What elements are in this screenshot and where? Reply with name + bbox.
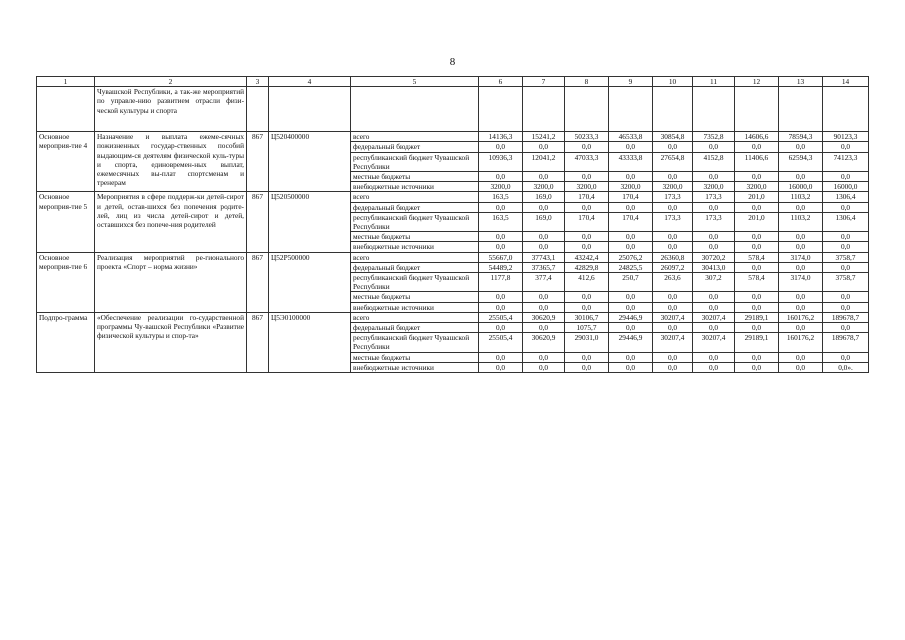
value-cell: 0,0 <box>823 323 869 333</box>
value-cell: 3200,0 <box>735 182 779 192</box>
header-cell: 9 <box>609 77 653 87</box>
value-cell: 0,0 <box>823 202 869 212</box>
value-cell: 0,0 <box>779 362 823 372</box>
value-cell: 0,0 <box>693 172 735 182</box>
value-cell: 0,0 <box>479 362 523 372</box>
value-cell: 0,0 <box>735 323 779 333</box>
cell-empty <box>735 87 779 132</box>
funding-source: федеральный бюджет <box>351 142 479 152</box>
kbk-cell: 867 <box>247 192 269 252</box>
cell-empty <box>269 87 351 132</box>
value-cell: 54489,2 <box>479 262 523 272</box>
value-cell: 0,0 <box>609 172 653 182</box>
value-cell: 0,0 <box>823 302 869 312</box>
value-cell: 0,0 <box>735 262 779 272</box>
value-cell: 0,0 <box>735 202 779 212</box>
value-cell: 0,0 <box>523 302 565 312</box>
continuation-name: Чувашской Республики, а так-же мероприятий по управле-нию развитием отрасли физи-ческой культуры и спорта <box>95 87 247 132</box>
value-cell: 14136,3 <box>479 132 523 142</box>
table-body <box>37 77 869 373</box>
value-cell: 0,0 <box>523 292 565 302</box>
value-cell: 0,0 <box>479 242 523 252</box>
value-cell: 30207,4 <box>693 312 735 322</box>
kind-cell: Основное мероприя-тие 6 <box>37 252 95 312</box>
value-cell: 0,0 <box>735 292 779 302</box>
value-cell: 0,0 <box>779 302 823 312</box>
value-cell: 263,6 <box>653 273 693 292</box>
funding-source: федеральный бюджет <box>351 202 479 212</box>
value-cell: 0,0 <box>523 352 565 362</box>
value-cell: 24825,5 <box>609 262 653 272</box>
value-cell: 0,0 <box>693 242 735 252</box>
value-cell: 0,0». <box>823 362 869 372</box>
table-row <box>37 252 869 262</box>
value-cell: 0,0 <box>609 362 653 372</box>
value-cell: 30620,9 <box>523 333 565 352</box>
value-cell: 0,0 <box>693 302 735 312</box>
kbk-cell: 867 <box>247 312 269 372</box>
header-cell: 5 <box>351 77 479 87</box>
value-cell: 170,4 <box>609 212 653 231</box>
value-cell: 7352,8 <box>693 132 735 142</box>
funding-source: местные бюджеты <box>351 172 479 182</box>
value-cell: 0,0 <box>565 232 609 242</box>
value-cell: 30413,0 <box>693 262 735 272</box>
value-cell: 0,0 <box>735 242 779 252</box>
continuation-row <box>37 87 869 132</box>
funding-source: всего <box>351 132 479 142</box>
table-row <box>37 192 869 202</box>
value-cell: 26097,2 <box>653 262 693 272</box>
value-cell: 0,0 <box>693 202 735 212</box>
cell-empty <box>523 87 565 132</box>
value-cell: 0,0 <box>693 292 735 302</box>
cell-empty <box>779 87 823 132</box>
value-cell: 0,0 <box>479 232 523 242</box>
value-cell: 0,0 <box>609 302 653 312</box>
value-cell: 0,0 <box>693 323 735 333</box>
value-cell: 3200,0 <box>565 182 609 192</box>
value-cell: 74123,3 <box>823 152 869 171</box>
value-cell: 1177,8 <box>479 273 523 292</box>
value-cell: 0,0 <box>653 142 693 152</box>
value-cell: 30207,4 <box>653 312 693 322</box>
funding-source: всего <box>351 192 479 202</box>
value-cell: 16000,0 <box>779 182 823 192</box>
column-number-row <box>37 77 869 87</box>
value-cell: 30620,9 <box>523 312 565 322</box>
value-cell: 0,0 <box>523 362 565 372</box>
value-cell: 0,0 <box>479 323 523 333</box>
funding-source: местные бюджеты <box>351 232 479 242</box>
value-cell: 29031,0 <box>565 333 609 352</box>
funding-source: местные бюджеты <box>351 292 479 302</box>
value-cell: 3200,0 <box>653 182 693 192</box>
value-cell: 0,0 <box>609 242 653 252</box>
value-cell: 0,0 <box>565 142 609 152</box>
value-cell: 0,0 <box>565 292 609 302</box>
value-cell: 0,0 <box>523 242 565 252</box>
value-cell: 0,0 <box>779 172 823 182</box>
value-cell: 30207,4 <box>693 333 735 352</box>
value-cell: 0,0 <box>609 292 653 302</box>
value-cell: 0,0 <box>523 172 565 182</box>
value-cell: 0,0 <box>823 142 869 152</box>
kind-cell: Подпро-грамма <box>37 312 95 372</box>
table-row <box>37 312 869 322</box>
value-cell: 1075,7 <box>565 323 609 333</box>
value-cell: 42829,8 <box>565 262 609 272</box>
cell-empty <box>37 87 95 132</box>
value-cell: 0,0 <box>653 292 693 302</box>
cell-empty <box>693 87 735 132</box>
funding-source: федеральный бюджет <box>351 262 479 272</box>
value-cell: 3200,0 <box>609 182 653 192</box>
value-cell: 0,0 <box>653 232 693 242</box>
value-cell: 0,0 <box>823 292 869 302</box>
kbk-cell: 867 <box>247 252 269 312</box>
value-cell: 0,0 <box>609 323 653 333</box>
value-cell: 30207,4 <box>653 333 693 352</box>
code-cell: Ц52Р500000 <box>269 252 351 312</box>
kind-cell: Основное мероприя-тие 4 <box>37 132 95 192</box>
cell-empty <box>351 87 479 132</box>
value-cell: 0,0 <box>609 232 653 242</box>
value-cell: 189678,7 <box>823 333 869 352</box>
header-cell: 7 <box>523 77 565 87</box>
value-cell: 0,0 <box>479 202 523 212</box>
cell-empty <box>479 87 523 132</box>
value-cell: 29189,1 <box>735 312 779 322</box>
value-cell: 163,5 <box>479 192 523 202</box>
value-cell: 0,0 <box>779 202 823 212</box>
funding-source: федеральный бюджет <box>351 323 479 333</box>
kind-cell: Основное мероприя-тие 5 <box>37 192 95 252</box>
value-cell: 169,0 <box>523 212 565 231</box>
value-cell: 0,0 <box>565 202 609 212</box>
value-cell: 201,0 <box>735 212 779 231</box>
value-cell: 0,0 <box>823 232 869 242</box>
value-cell: 0,0 <box>735 232 779 242</box>
value-cell: 170,4 <box>565 212 609 231</box>
value-cell: 25505,4 <box>479 312 523 322</box>
page-number: 8 <box>449 56 456 68</box>
value-cell: 0,0 <box>779 352 823 362</box>
value-cell: 0,0 <box>779 262 823 272</box>
value-cell: 11406,6 <box>735 152 779 171</box>
value-cell: 3174,0 <box>779 252 823 262</box>
funding-source: всего <box>351 252 479 262</box>
value-cell: 0,0 <box>779 292 823 302</box>
value-cell: 3174,0 <box>779 273 823 292</box>
value-cell: 0,0 <box>565 352 609 362</box>
value-cell: 78594,3 <box>779 132 823 142</box>
value-cell: 16000,0 <box>823 182 869 192</box>
value-cell: 1103,2 <box>779 212 823 231</box>
value-cell: 0,0 <box>609 352 653 362</box>
funding-source: внебюджетные источники <box>351 302 479 312</box>
value-cell: 26360,8 <box>653 252 693 262</box>
header-cell: 4 <box>269 77 351 87</box>
value-cell: 43333,8 <box>609 152 653 171</box>
value-cell: 29446,9 <box>609 312 653 322</box>
value-cell: 1103,2 <box>779 192 823 202</box>
value-cell: 90123,3 <box>823 132 869 142</box>
value-cell: 10936,3 <box>479 152 523 171</box>
value-cell: 37743,1 <box>523 252 565 262</box>
value-cell: 0,0 <box>565 362 609 372</box>
value-cell: 3200,0 <box>693 182 735 192</box>
value-cell: 0,0 <box>779 323 823 333</box>
value-cell: 0,0 <box>653 242 693 252</box>
cell-empty <box>609 87 653 132</box>
value-cell: 12041,2 <box>523 152 565 171</box>
header-cell: 10 <box>653 77 693 87</box>
value-cell: 0,0 <box>693 142 735 152</box>
value-cell: 0,0 <box>735 302 779 312</box>
value-cell: 50233,3 <box>565 132 609 142</box>
funding-source: республиканский бюджет Чувашской Республики <box>351 152 479 171</box>
funding-source: республиканский бюджет Чувашской Республики <box>351 212 479 231</box>
value-cell: 30106,7 <box>565 312 609 322</box>
value-cell: 250,7 <box>609 273 653 292</box>
value-cell: 578,4 <box>735 273 779 292</box>
value-cell: 189678,7 <box>823 312 869 322</box>
value-cell: 30720,2 <box>693 252 735 262</box>
value-cell: 173,3 <box>693 192 735 202</box>
value-cell: 0,0 <box>653 202 693 212</box>
value-cell: 0,0 <box>653 362 693 372</box>
cell-empty <box>565 87 609 132</box>
funding-source: республиканский бюджет Чувашской Республики <box>351 333 479 352</box>
value-cell: 55667,0 <box>479 252 523 262</box>
value-cell: 0,0 <box>479 302 523 312</box>
header-cell: 8 <box>565 77 609 87</box>
value-cell: 0,0 <box>693 232 735 242</box>
value-cell: 0,0 <box>779 232 823 242</box>
value-cell: 29446,9 <box>609 333 653 352</box>
value-cell: 1306,4 <box>823 192 869 202</box>
value-cell: 377,4 <box>523 273 565 292</box>
value-cell: 0,0 <box>609 142 653 152</box>
value-cell: 0,0 <box>653 352 693 362</box>
value-cell: 0,0 <box>735 142 779 152</box>
funding-source: внебюджетные источники <box>351 182 479 192</box>
value-cell: 173,3 <box>693 212 735 231</box>
value-cell: 170,4 <box>565 192 609 202</box>
code-cell: Ц5Э0100000 <box>269 312 351 372</box>
cell-empty <box>247 87 269 132</box>
value-cell: 0,0 <box>653 172 693 182</box>
header-cell: 13 <box>779 77 823 87</box>
value-cell: 0,0 <box>735 362 779 372</box>
name-cell: Реализация мероприятий ре-гионального проекта «Спорт – норма жизни» <box>95 252 247 312</box>
value-cell: 3758,7 <box>823 273 869 292</box>
value-cell: 0,0 <box>479 292 523 302</box>
budget-table <box>36 76 869 373</box>
header-cell: 3 <box>247 77 269 87</box>
value-cell: 25505,4 <box>479 333 523 352</box>
value-cell: 0,0 <box>609 202 653 212</box>
value-cell: 0,0 <box>823 172 869 182</box>
value-cell: 578,4 <box>735 252 779 262</box>
value-cell: 3200,0 <box>479 182 523 192</box>
value-cell: 3200,0 <box>523 182 565 192</box>
name-cell: Назначение и выплата ежеме-сячных пожизненных государ-ственных пособий выдающим-ся деятелям физической куль-туры и спорта, единовремен-ных выплат, ежемесячных вы-плат спортсменам и тренерам <box>95 132 247 192</box>
value-cell: 0,0 <box>565 172 609 182</box>
value-cell: 62594,3 <box>779 152 823 171</box>
value-cell: 0,0 <box>693 352 735 362</box>
value-cell: 0,0 <box>735 172 779 182</box>
value-cell: 169,0 <box>523 192 565 202</box>
value-cell: 46533,8 <box>609 132 653 142</box>
funding-source: внебюджетные источники <box>351 362 479 372</box>
value-cell: 0,0 <box>523 202 565 212</box>
header-cell: 1 <box>37 77 95 87</box>
value-cell: 3758,7 <box>823 252 869 262</box>
value-cell: 0,0 <box>735 352 779 362</box>
value-cell: 307,2 <box>693 273 735 292</box>
value-cell: 0,0 <box>523 323 565 333</box>
value-cell: 0,0 <box>653 323 693 333</box>
value-cell: 0,0 <box>823 352 869 362</box>
value-cell: 0,0 <box>565 242 609 252</box>
value-cell: 0,0 <box>653 302 693 312</box>
funding-source: местные бюджеты <box>351 352 479 362</box>
value-cell: 37365,7 <box>523 262 565 272</box>
header-cell: 2 <box>95 77 247 87</box>
value-cell: 173,3 <box>653 192 693 202</box>
value-cell: 0,0 <box>823 262 869 272</box>
value-cell: 47033,3 <box>565 152 609 171</box>
header-cell: 11 <box>693 77 735 87</box>
kbk-cell: 867 <box>247 132 269 192</box>
value-cell: 43242,4 <box>565 252 609 262</box>
value-cell: 170,4 <box>609 192 653 202</box>
value-cell: 4152,8 <box>693 152 735 171</box>
funding-source: внебюджетные источники <box>351 242 479 252</box>
cell-empty <box>653 87 693 132</box>
value-cell: 0,0 <box>479 142 523 152</box>
value-cell: 0,0 <box>779 242 823 252</box>
value-cell: 0,0 <box>823 242 869 252</box>
value-cell: 27654,8 <box>653 152 693 171</box>
value-cell: 163,5 <box>479 212 523 231</box>
value-cell: 201,0 <box>735 192 779 202</box>
value-cell: 14606,6 <box>735 132 779 142</box>
value-cell: 30854,8 <box>653 132 693 142</box>
code-cell: Ц520400000 <box>269 132 351 192</box>
code-cell: Ц520500000 <box>269 192 351 252</box>
value-cell: 0,0 <box>693 362 735 372</box>
value-cell: 15241,2 <box>523 132 565 142</box>
value-cell: 0,0 <box>479 352 523 362</box>
value-cell: 160176,2 <box>779 333 823 352</box>
value-cell: 1306,4 <box>823 212 869 231</box>
value-cell: 160176,2 <box>779 312 823 322</box>
header-cell: 12 <box>735 77 779 87</box>
name-cell: «Обеспечение реализации го-сударственной программы Чу-вашской Республики «Развитие физической культуры и спор-та» <box>95 312 247 372</box>
value-cell: 412,6 <box>565 273 609 292</box>
value-cell: 0,0 <box>479 172 523 182</box>
value-cell: 29189,1 <box>735 333 779 352</box>
header-cell: 14 <box>823 77 869 87</box>
cell-empty <box>823 87 869 132</box>
value-cell: 0,0 <box>779 142 823 152</box>
table-row <box>37 132 869 142</box>
value-cell: 0,0 <box>565 302 609 312</box>
value-cell: 173,3 <box>653 212 693 231</box>
header-cell: 6 <box>479 77 523 87</box>
value-cell: 0,0 <box>523 142 565 152</box>
funding-source: всего <box>351 312 479 322</box>
value-cell: 25076,2 <box>609 252 653 262</box>
funding-source: республиканский бюджет Чувашской Республики <box>351 273 479 292</box>
name-cell: Мероприятия в сфере поддерж-ки детей-сирот и детей, остав-шихся без попечения родите-лей, лиц из числа детей-сирот и детей, оставшихся без попече-ния родителей <box>95 192 247 252</box>
value-cell: 0,0 <box>523 232 565 242</box>
